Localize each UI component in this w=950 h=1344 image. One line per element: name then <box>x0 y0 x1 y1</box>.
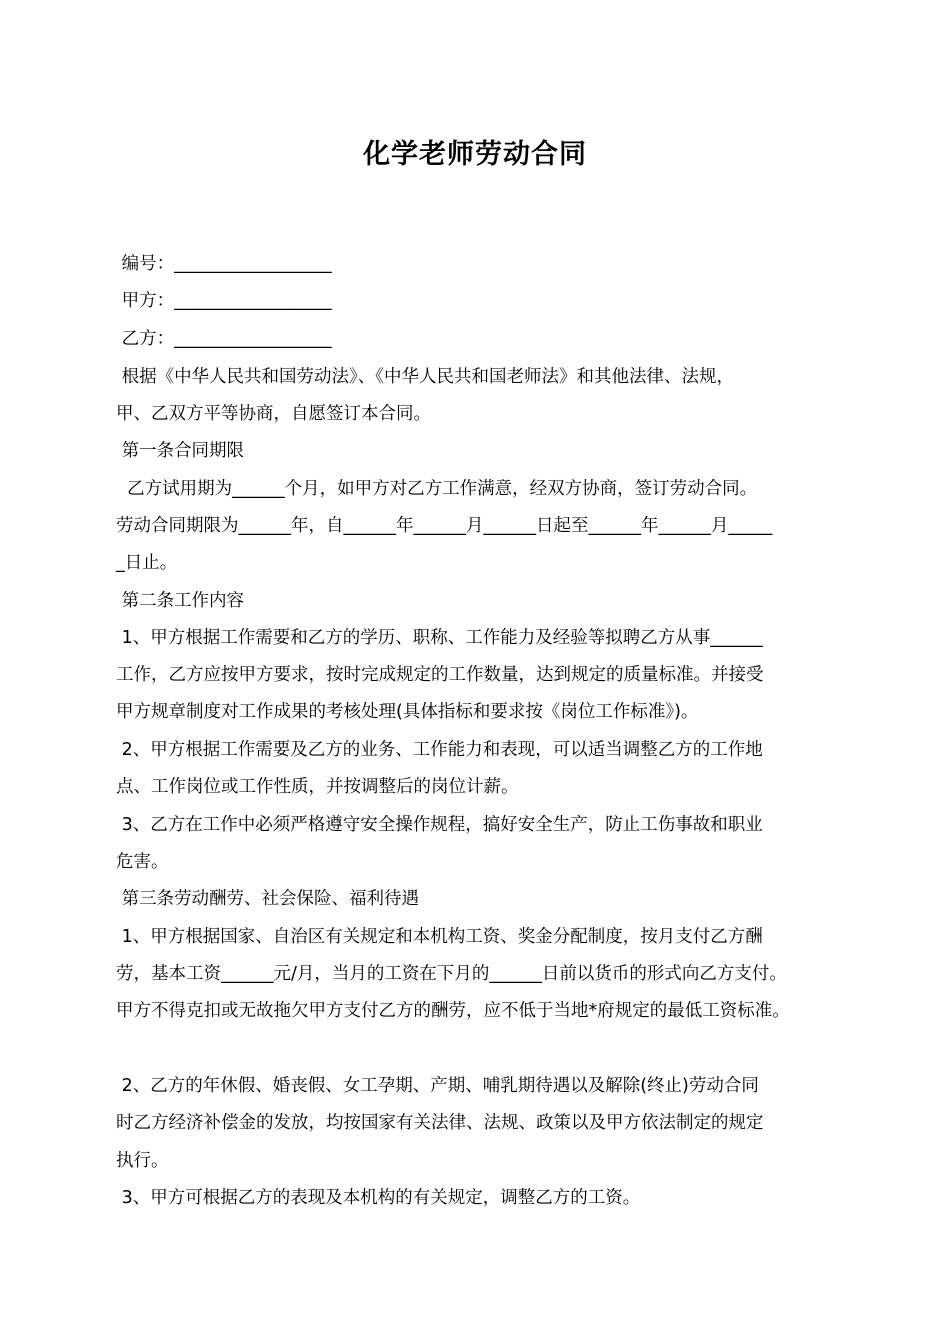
paragraph-line: 乙方试用期为______个月，如甲方对乙方工作满意，经双方协商，签订劳动合同。 <box>116 479 758 499</box>
paragraph-line: 甲、乙双方平等协商，自愿签订本合同。 <box>116 404 431 424</box>
paragraph-line: 劳动合同期限为______年，自______年______月______日起至______年______月_____ <box>116 516 773 536</box>
section-heading: 第二条工作内容 <box>116 591 245 611</box>
paragraph-line: 甲方规章制度对工作成果的考核处理(具体指标和要求按《岗位工作标准》)。 <box>116 702 699 722</box>
paragraph-line: 1、甲方根据工作需要和乙方的学历、职称、工作能力及经验等拟聘乙方从事______ <box>116 628 763 648</box>
section-heading: 第一条合同期限 <box>116 441 245 461</box>
paragraph-line: 3、甲方可根据乙方的表现及本机构的有关规定，调整乙方的工资。 <box>116 1188 641 1208</box>
paragraph-line: 甲方不得克扣或无故拖欠甲方支付乙方的酬劳，应不低于当地*府规定的最低工资标准。 <box>116 1001 790 1021</box>
paragraph-line: 1、甲方根据国家、自治区有关规定和本机构工资、奖金分配制度，按月支付乙方酬 <box>116 927 763 947</box>
paragraph-line: 2、乙方的年休假、婚丧假、女工孕期、产期、哺乳期待遇以及解除(终止)劳动合同 <box>116 1076 759 1096</box>
document-title: 化学老师劳动合同 <box>363 139 587 170</box>
field-number: 编号：__________________ <box>116 254 332 274</box>
paragraph-line: _日止。 <box>116 553 178 573</box>
paragraph-line: 3、乙方在工作中必须严格遵守安全操作规程，搞好安全生产，防止工伤事故和职业 <box>116 815 763 835</box>
paragraph-line: 根据《中华人民共和国劳动法》、《中华人民共和国老师法》和其他法律、法规， <box>116 367 735 387</box>
section-heading: 第三条劳动酬劳、社会保险、福利待遇 <box>116 889 420 909</box>
paragraph-line: 2、甲方根据工作需要及乙方的业务、工作能力和表现，可以适当调整乙方的工作地 <box>116 740 763 760</box>
field-party-a: 甲方：__________________ <box>116 291 332 311</box>
paragraph-line: 时乙方经济补偿金的发放，均按国家有关法律、法规、政策以及甲方依法制定的规定 <box>116 1113 764 1133</box>
paragraph-line: 执行。 <box>116 1151 169 1171</box>
field-party-b: 乙方：__________________ <box>116 329 332 349</box>
paragraph-line: 工作，乙方应按甲方要求，按时完成规定的工作数量，达到规定的质量标准。并接受 <box>116 665 764 685</box>
paragraph-line: 劳，基本工资______元/月，当月的工资在下月的______日前以货币的形式向乙方支付。 <box>116 964 787 984</box>
paragraph-line: 点、工作岗位或工作性质，并按调整后的岗位计薪。 <box>116 777 519 797</box>
paragraph-line: 危害。 <box>116 852 169 872</box>
